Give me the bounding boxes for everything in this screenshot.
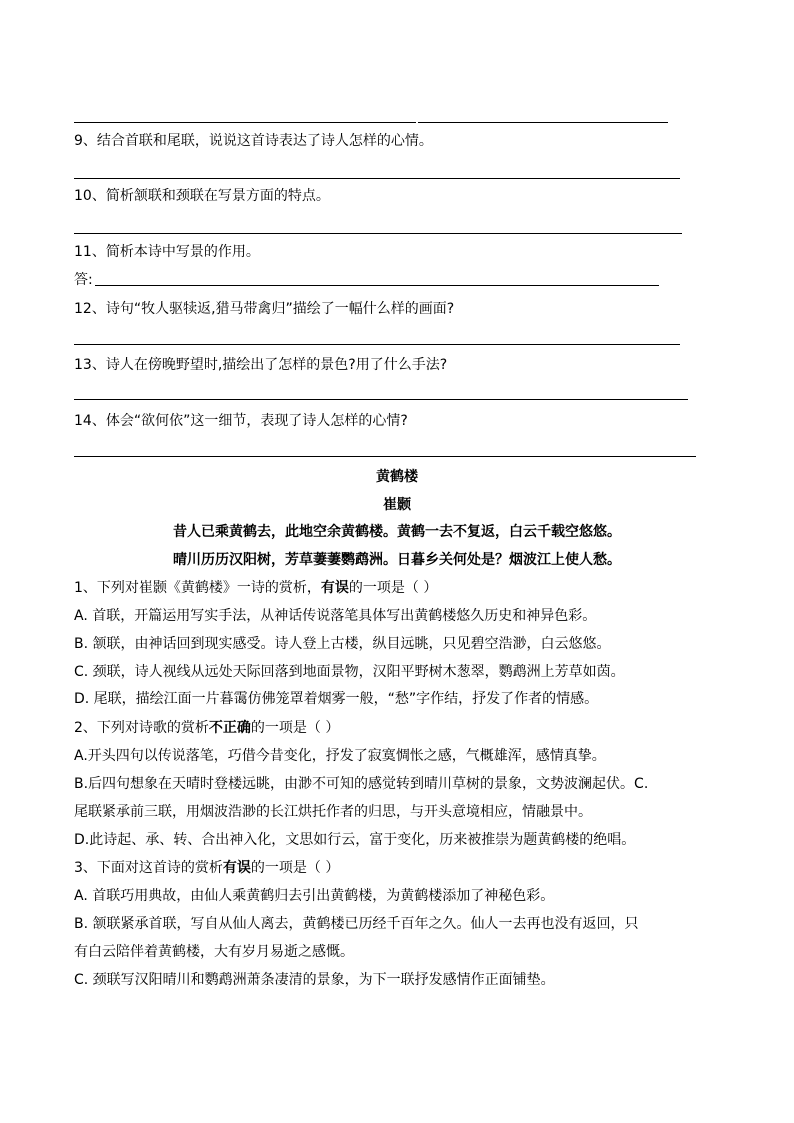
- q1-stem-bold: 有误: [320, 580, 349, 596]
- poem-line-1: 昔人已乘黄鹤去，此地空余黄鹤楼。黄鹤一去不复返，白云千载空悠悠。: [173, 524, 621, 540]
- q1-option-c: C. 颈联，诗人视线从远处天际回落到地面景物，汉阳平野树木葱翠，鹦鹉洲上芳草如茵。: [74, 664, 625, 680]
- question-13: 13、诗人在傍晚野望时,描绘出了怎样的景色?用了什么手法?: [74, 357, 448, 373]
- q1-option-b: B. 颔联，由神话回到现实感受。诗人登上古楼，纵目远眺，只见碧空浩渺，白云悠悠。: [74, 636, 611, 652]
- question-12: 12、诗句“牧人驱犊返,猎马带禽归”描绘了一幅什么样的画面?: [74, 301, 455, 317]
- q2-stem-suffix: 的一项是（ ）: [250, 720, 340, 736]
- answer-line-10[interactable]: [74, 233, 682, 234]
- answer-line-9[interactable]: [74, 178, 680, 179]
- question-11: 11、简析本诗中写景的作用。: [74, 244, 260, 260]
- q3-option-a: A. 首联巧用典故，由仙人乘黄鹤归去引出黄鹤楼，为黄鹤楼添加了神秘色彩。: [74, 888, 555, 904]
- answer-line-11[interactable]: [95, 285, 659, 286]
- q3-option-c: C. 颈联写汉阳晴川和鹦鹉洲萧条凄清的景象，为下一联抒发感情作正面铺垫。: [74, 972, 555, 988]
- q2-stem-prefix: 2、下列对诗歌的赏析: [74, 720, 209, 736]
- q2-option-a: A.开头四句以传说落笔，巧借今昔变化，抒发了寂寞惆怅之感，气概雄浑，感情真挚。: [74, 748, 606, 764]
- answer-line-13[interactable]: [74, 399, 688, 400]
- answer-line-12[interactable]: [74, 344, 680, 345]
- answer-line-8[interactable]: [74, 122, 416, 123]
- poem-author: 崔颢: [383, 497, 411, 513]
- poem-line-2: 晴川历历汉阳树，芳草萋萋鹦鹉洲。日暮乡关何处是？烟波江上使人愁。: [173, 552, 621, 568]
- q1-stem: [74, 577, 437, 599]
- q2-option-b: B.后四句想象在天晴时登楼远眺，由渺不可知的感觉转到晴川草树的景象，文势波澜起伏。C.: [74, 776, 649, 792]
- q1-stem-suffix: 的一项是（ ）: [348, 580, 438, 596]
- q1-option-a: A. 首联，开篇运用写实手法，从神话传说落笔具体写出黄鹤楼悠久历史和神异色彩。: [74, 608, 597, 624]
- q2-stem-bold: 不正确: [208, 720, 251, 736]
- q1-option-d: D. 尾联，描绘江面一片暮霭仿佛笼罩着烟雾一般，“愁”字作结，抒发了作者的情感。: [74, 691, 599, 707]
- question-14: 14、体会“欲何依”这一细节，表现了诗人怎样的心情?: [74, 413, 408, 429]
- q3-option-b: B. 颔联紧承首联，写自从仙人离去，黄鹤楼已历经千百年之久。仙人一去再也没有返回，只: [74, 916, 639, 932]
- q3-stem-suffix: 的一项是（ ）: [250, 860, 340, 876]
- answer-label: [74, 269, 659, 291]
- question-9: 9、结合首联和尾联，说说这首诗表达了诗人怎样的心情。: [74, 133, 433, 149]
- answer-line-14[interactable]: [74, 456, 696, 457]
- q3-stem-bold: 有误: [222, 860, 251, 876]
- q2-option-d: D.此诗起、承、转、合出神入化，文思如行云，富于变化，历来被推崇为题黄鹤楼的绝唱。: [74, 832, 636, 848]
- q1-stem-prefix: 1、下列对崔颢《黄鹤楼》一诗的赏析，: [74, 580, 321, 596]
- q3-stem-prefix: 3、下面对这首诗的赏析: [74, 860, 223, 876]
- answer-line-8b[interactable]: [418, 122, 668, 123]
- answer-prefix: 答:: [74, 272, 93, 288]
- q3-option-b-cont: 有白云陪伴着黄鹤楼，大有岁月易逝之感慨。: [74, 944, 354, 960]
- q2-stem: [74, 717, 339, 739]
- poem-title: 黄鹤楼: [376, 469, 418, 485]
- q3-stem: [74, 857, 339, 879]
- question-10: 10、简析颔联和颈联在写景方面的特点。: [74, 188, 330, 204]
- q2-option-c: 尾联紧承前三联，用烟波浩渺的长江烘托作者的归思，与开头意境相应，情融景中。: [74, 804, 592, 820]
